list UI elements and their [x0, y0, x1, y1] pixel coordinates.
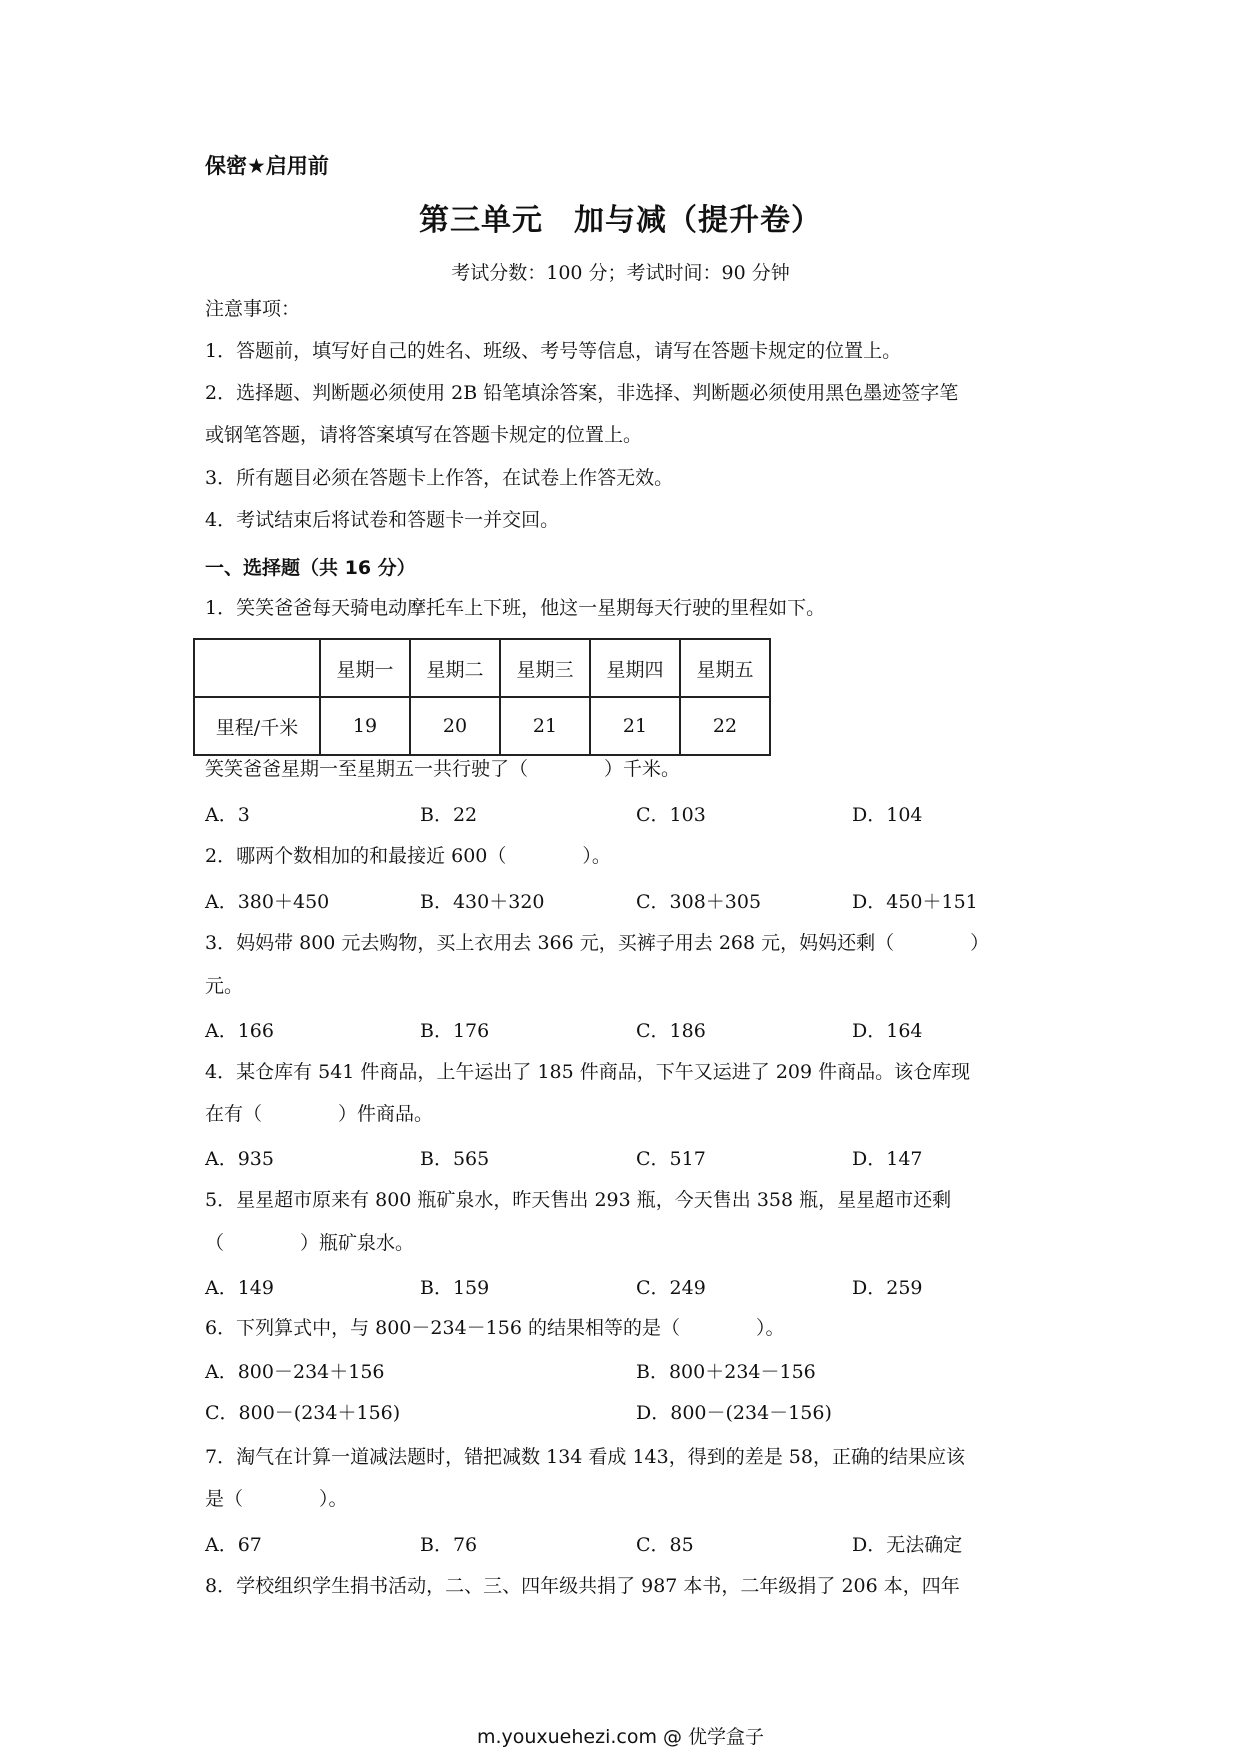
footer-watermark: m.youxuehezi.com @ 优学盒子: [476, 1726, 765, 1748]
option-b: B．565: [420, 1148, 490, 1170]
note-item: 或钢笔答题，请将答案填写在答题卡规定的位置上。: [205, 424, 643, 446]
question-6-stem: 6．下列算式中，与 800－234－156 的结果相等的是（ ）。: [205, 1317, 785, 1339]
question-7-stem-cont: 是（ ）。: [205, 1488, 348, 1510]
question-4-stem: 4．某仓库有 541 件商品，上午运出了 185 件商品，下午又运进了 209 件商品。该仓库现: [205, 1061, 971, 1083]
table-corner-cell: [194, 639, 320, 697]
question-1-text: 笑笑爸爸星期一至星期五一共行驶了（ ）千米。: [205, 758, 681, 780]
option-d: D．450＋151: [852, 891, 978, 913]
option-d: D．800－(234－156): [636, 1402, 832, 1424]
table-day-cell: 星期一: [320, 639, 410, 697]
note-item: 2．选择题、判断题必须使用 2B 铅笔填涂答案，非选择、判断题必须使用黑色墨迹签字笔: [205, 382, 959, 404]
question-5-stem: 5．星星超市原来有 800 瓶矿泉水，昨天售出 293 瓶，今天售出 358 瓶，星星超市还剩: [205, 1189, 952, 1211]
table-value-cell: 21: [590, 697, 680, 755]
option-a: A．149: [205, 1277, 274, 1299]
option-d: D．无法确定: [852, 1534, 963, 1556]
question-5-stem-cont: （ ）瓶矿泉水。: [205, 1232, 415, 1254]
option-d: D．164: [852, 1020, 923, 1042]
note-item: 4．考试结束后将试卷和答题卡一并交回。: [205, 509, 560, 531]
question-1-stem: 1．笑笑爸爸每天骑电动摩托车上下班，他这一星期每天行驶的里程如下。: [205, 597, 826, 619]
question-4-stem-cont: 在有（ ）件商品。: [205, 1103, 434, 1125]
question-2-stem: 2．哪两个数相加的和最接近 600（ ）。: [205, 845, 611, 867]
table-day-cell: 星期五: [680, 639, 770, 697]
notes-heading: 注意事项：: [205, 298, 301, 320]
option-c: C．103: [636, 804, 706, 826]
option-c: C．85: [636, 1534, 694, 1556]
option-d: D．259: [852, 1277, 923, 1299]
option-b: B．176: [420, 1020, 490, 1042]
option-b: B．430＋320: [420, 891, 545, 913]
option-a: A．166: [205, 1020, 274, 1042]
mileage-table: [193, 638, 771, 756]
option-d: D．104: [852, 804, 923, 826]
option-a: A．3: [205, 804, 250, 826]
option-b: B．22: [420, 804, 478, 826]
section-heading: 一、选择题（共 16 分）: [205, 557, 416, 579]
question-3-stem: 3．妈妈带 800 元去购物，买上衣用去 366 元，买裤子用去 268 元，妈妈还剩（ ）: [205, 932, 990, 954]
table-day-cell: 星期二: [410, 639, 500, 697]
option-a: A．380＋450: [205, 891, 330, 913]
option-a: A．935: [205, 1148, 274, 1170]
option-b: B．76: [420, 1534, 478, 1556]
note-item: 1．答题前，填写好自己的姓名、班级、考号等信息，请写在答题卡规定的位置上。: [205, 340, 902, 362]
option-c: C．249: [636, 1277, 706, 1299]
table-row: [194, 697, 770, 755]
option-c: C．186: [636, 1020, 706, 1042]
option-c: C．517: [636, 1148, 706, 1170]
option-a: A．67: [205, 1534, 262, 1556]
table-value-cell: 20: [410, 697, 500, 755]
exam-meta: 考试分数：100 分；考试时间：90 分钟: [451, 262, 790, 284]
option-b: B．800＋234－156: [636, 1361, 816, 1383]
option-c: C．308＋305: [636, 891, 762, 913]
option-d: D．147: [852, 1148, 923, 1170]
table-value-cell: 21: [500, 697, 590, 755]
table-header-row: [194, 639, 770, 697]
table-value-cell: 19: [320, 697, 410, 755]
option-b: B．159: [420, 1277, 490, 1299]
table-value-cell: 22: [680, 697, 770, 755]
table-row-label: 里程/千米: [194, 697, 320, 755]
table-day-cell: 星期四: [590, 639, 680, 697]
question-8-stem: 8．学校组织学生捐书活动，二、三、四年级共捐了 987 本书，二年级捐了 206 本，四年: [205, 1575, 960, 1597]
confidential-label: 保密★启用前: [205, 154, 329, 178]
option-a: A．800－234＋156: [205, 1361, 385, 1383]
page-title: 第三单元 加与减（提升卷）: [419, 203, 822, 238]
option-c: C．800－(234＋156): [205, 1402, 401, 1424]
table-day-cell: 星期三: [500, 639, 590, 697]
note-item: 3．所有题目必须在答题卡上作答，在试卷上作答无效。: [205, 467, 674, 489]
question-3-stem-cont: 元。: [205, 975, 244, 997]
question-7-stem: 7．淘气在计算一道减法题时，错把减数 134 看成 143，得到的差是 58，正确的结果应该: [205, 1446, 965, 1468]
